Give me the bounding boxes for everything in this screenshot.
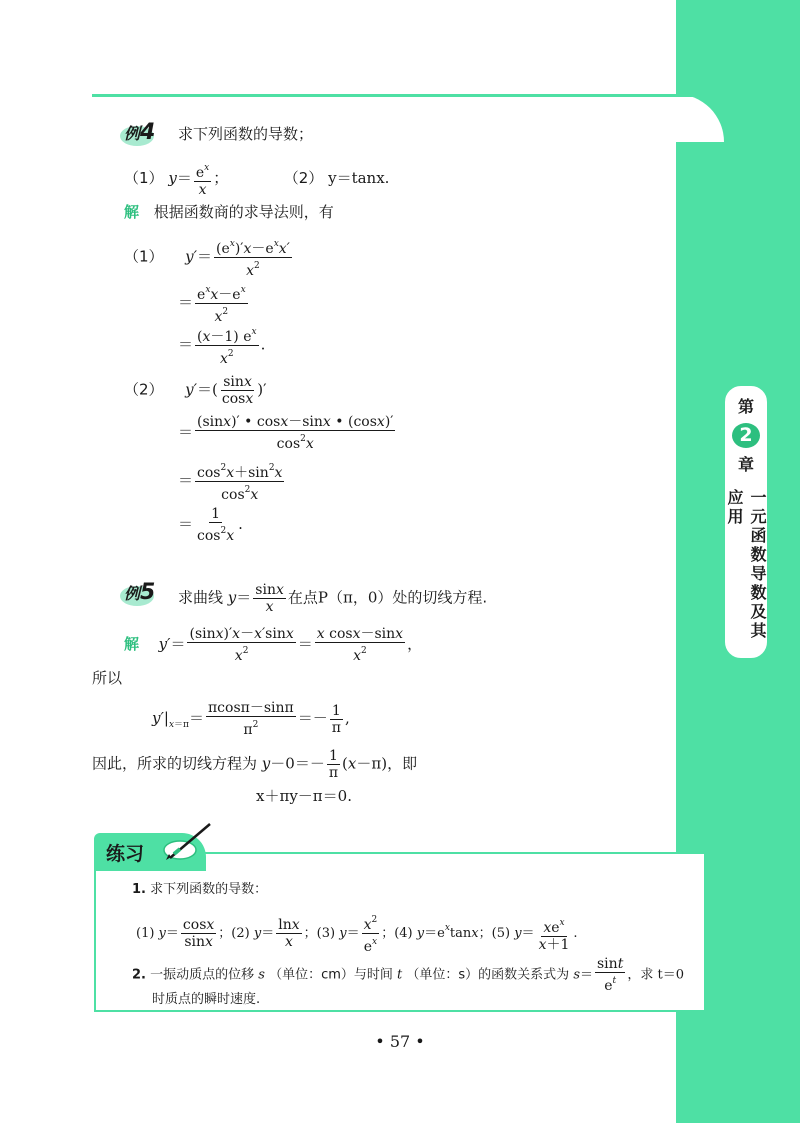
example5-prompt: 求曲线 y＝ $\frac{\sin x}{x}$ 在点P（π，0）处的切线方程. [178, 582, 488, 615]
solution4-line1: （1） y′＝ $\frac{(e^x)'x-e^xx'}{x^2}$ [124, 236, 294, 279]
solution4-line3: ＝ $\frac{(x-1) e^x}{x^2}$ . [178, 324, 265, 367]
solution4-line7: ＝ $\frac{1}{\cos^2x}$ . [178, 506, 243, 544]
example4-items: （1） y＝ $\frac{e^x}{x}$ ； （2） y＝tanx. [124, 160, 389, 198]
chapter-title: 一元函数导数及其应用 [725, 488, 767, 641]
header-rule [92, 94, 718, 97]
solution4-intro: 解 根据函数商的求导法则，有 [124, 203, 334, 221]
example5-badge: 例5 [124, 580, 155, 605]
solution5-so: 所以 [92, 669, 123, 687]
practice-q1: 1. 求下列函数的导数： [132, 882, 268, 897]
chapter-number: 2 [732, 423, 760, 448]
corner-band [676, 0, 800, 98]
chapter-tab [723, 384, 769, 660]
practice-q2-line2: 时质点的瞬时速度. [152, 992, 261, 1007]
solution5-line2: $y'|_{x=\pi}=$ $\frac{\pi\cos\pi-\sin\pi}{\pi^2}$ ＝－ $\frac{1}{\pi}$ , [152, 700, 350, 738]
solution4-line5: ＝ $\frac{(\sin x)' • \cos x-\sin x • (\cos x)'}{\cos^2x}$ [178, 414, 394, 452]
practice-q2: 2. 一振动质点的位移 s （单位：cm）与时间 t （单位：s）的函数关系式为 s＝ $\frac{\sin t}{e^t}$ ，求 t＝0 [132, 956, 684, 994]
solution4-line2: ＝ $\frac{e^xx-e^x}{x^2}$ [178, 282, 250, 325]
solution4-line6: ＝ $\frac{\cos^2x+\sin^2x}{\cos^2x}$ [178, 460, 286, 503]
practice-label: 练习 [106, 842, 145, 865]
pen-icon [158, 820, 214, 866]
page-number: • 57 • [375, 1032, 425, 1051]
chapter-tab-mid: 章 [737, 454, 754, 474]
example4-prompt: 求下列函数的导数； [178, 125, 314, 143]
practice-q1-items: (1) y＝ $\frac{\cos x}{\sin x}$ ；(2) y＝ $\frac{\ln x}{x}$ ；(3) y＝ $\frac{x^2}{e^x}$ ；(4) $y=e^x\tan x$；(5) y＝ $\frac{xe^x}{x+1}$ . [136, 912, 578, 955]
example4-badge: 例4 [124, 120, 155, 145]
solution5-line1: 解 y′＝ $\frac{(\sin x)'x-x'\sin x}{x^2}$ ＝ $\frac{\text{x cosx－sinx}}{x^2}$ ， [124, 626, 423, 664]
solution5-final: x＋πy－π＝0. [256, 787, 352, 805]
chapter-tab-top: 第 [737, 397, 754, 416]
solution4-line4: （2） y′＝( $\frac{\sin x}{\cos x}$ )′ [124, 374, 267, 407]
solution5-therefore: 因此，所求的切线方程为 y－0＝－ $\frac{1}{\pi}$ (x－π)，即 [92, 748, 418, 781]
